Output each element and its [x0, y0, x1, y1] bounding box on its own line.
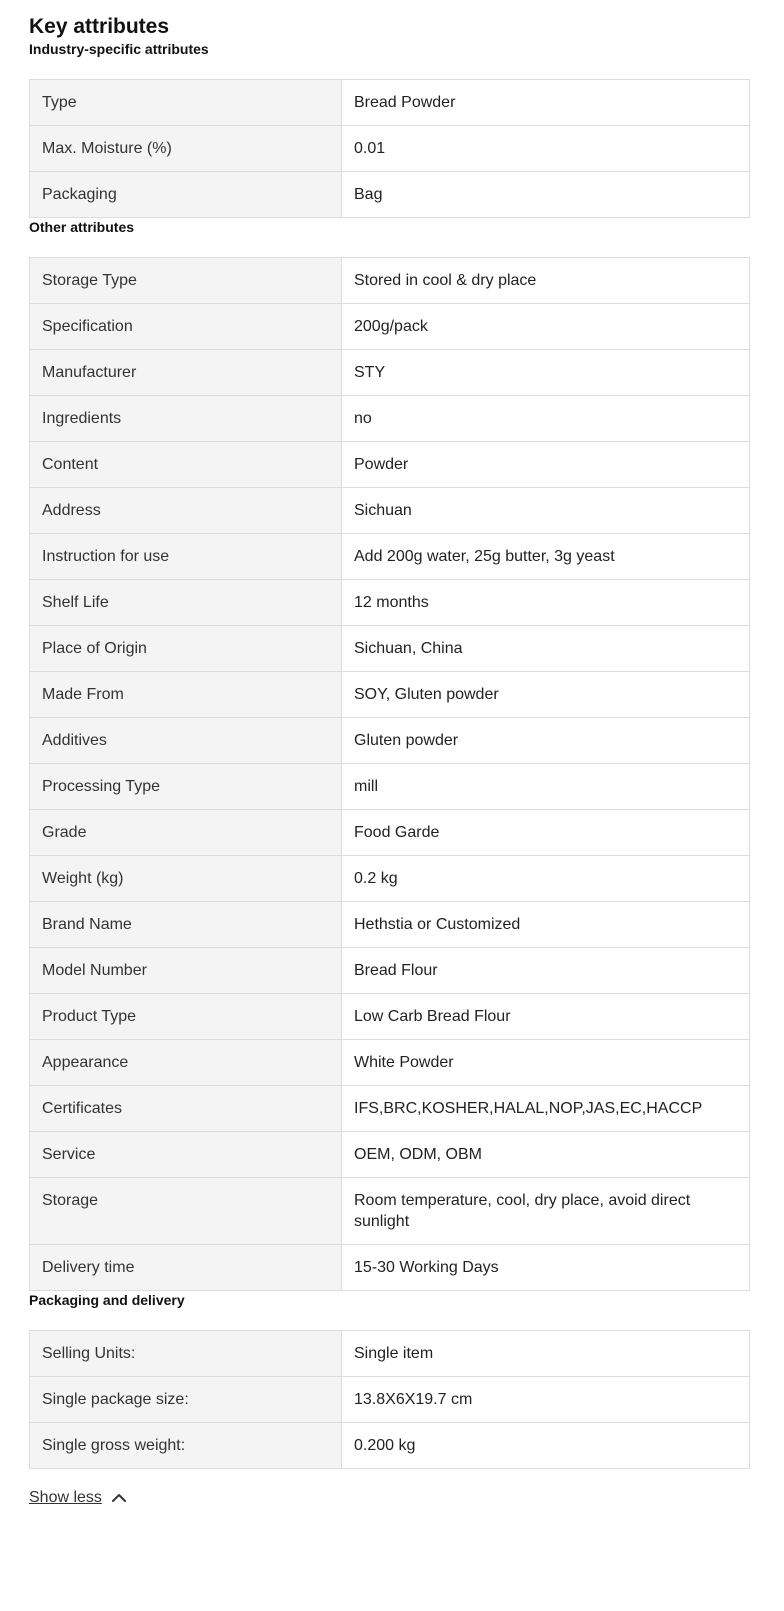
attribute-name: Service: [30, 1132, 342, 1178]
attribute-value: Bread Powder: [342, 80, 750, 126]
attribute-value: Gluten powder: [342, 718, 750, 764]
table-row: [30, 626, 750, 672]
table-row: [30, 396, 750, 442]
other-attributes-table: [29, 257, 750, 1291]
attribute-value: IFS,BRC,KOSHER,HALAL,NOP,JAS,EC,HACCP: [342, 1086, 750, 1132]
attribute-name: Brand Name: [30, 902, 342, 948]
table-row: [30, 1245, 750, 1291]
attribute-value: Low Carb Bread Flour: [342, 994, 750, 1040]
table-row: [30, 172, 750, 218]
table-row: [30, 80, 750, 126]
table-row: [30, 304, 750, 350]
attribute-name: Single package size:: [30, 1377, 342, 1423]
table-row: [30, 764, 750, 810]
attribute-name: Made From: [30, 672, 342, 718]
attribute-value: 0.200 kg: [342, 1423, 750, 1469]
attribute-name: Address: [30, 488, 342, 534]
attribute-name: Type: [30, 80, 342, 126]
attribute-value: Stored in cool & dry place: [342, 258, 750, 304]
table-row: [30, 672, 750, 718]
attribute-value: Powder: [342, 442, 750, 488]
table-row: [30, 994, 750, 1040]
attribute-value: Sichuan: [342, 488, 750, 534]
attribute-value: 0.01: [342, 126, 750, 172]
attribute-value: Sichuan, China: [342, 626, 750, 672]
table-row: [30, 1331, 750, 1377]
attribute-name: Shelf Life: [30, 580, 342, 626]
table-row: [30, 488, 750, 534]
chevron-up-icon: [112, 1493, 126, 1503]
table-row: [30, 1132, 750, 1178]
attribute-name: Manufacturer: [30, 350, 342, 396]
table-row: [30, 1040, 750, 1086]
table-row: [30, 350, 750, 396]
industry-attributes-heading: Industry-specific attributes: [29, 41, 209, 57]
attribute-value: Hethstia or Customized: [342, 902, 750, 948]
attribute-name: Appearance: [30, 1040, 342, 1086]
table-row: [30, 580, 750, 626]
attribute-name: Place of Origin: [30, 626, 342, 672]
show-less-button[interactable]: [29, 1489, 755, 1507]
packaging-delivery-heading: Packaging and delivery: [29, 1292, 185, 1308]
attribute-name: Additives: [30, 718, 342, 764]
attribute-value: Bag: [342, 172, 750, 218]
attribute-value: Single item: [342, 1331, 750, 1377]
table-row: [30, 534, 750, 580]
table-row: [30, 258, 750, 304]
table-row: [30, 1086, 750, 1132]
table-row: [30, 718, 750, 764]
attribute-name: Selling Units:: [30, 1331, 342, 1377]
attribute-name: Storage: [30, 1178, 342, 1245]
attribute-name: Weight (kg): [30, 856, 342, 902]
attribute-value: SOY, Gluten powder: [342, 672, 750, 718]
other-attributes-heading: Other attributes: [29, 219, 135, 235]
attribute-value: no: [342, 396, 750, 442]
attribute-name: Packaging: [30, 172, 342, 218]
table-row: [30, 1423, 750, 1469]
attribute-value: 15-30 Working Days: [342, 1245, 750, 1291]
attribute-name: Specification: [30, 304, 342, 350]
attribute-value: White Powder: [342, 1040, 750, 1086]
attribute-name: Instruction for use: [30, 534, 342, 580]
attribute-value: STY: [342, 350, 750, 396]
attribute-name: Single gross weight:: [30, 1423, 342, 1469]
attribute-value: Add 200g water, 25g butter, 3g yeast: [342, 534, 750, 580]
page-title: Key attributes: [29, 15, 170, 38]
table-row: [30, 1178, 750, 1245]
table-row: [30, 442, 750, 488]
table-row: [30, 948, 750, 994]
attribute-name: Grade: [30, 810, 342, 856]
table-row: [30, 902, 750, 948]
attribute-name: Certificates: [30, 1086, 342, 1132]
attribute-value: 12 months: [342, 580, 750, 626]
attribute-name: Ingredients: [30, 396, 342, 442]
table-row: [30, 856, 750, 902]
attribute-value: Room temperature, cool, dry place, avoid direct sunlight: [342, 1178, 750, 1245]
attribute-name: Delivery time: [30, 1245, 342, 1291]
attribute-value: Food Garde: [342, 810, 750, 856]
attribute-value: 0.2 kg: [342, 856, 750, 902]
attribute-value: 200g/pack: [342, 304, 750, 350]
attribute-value: 13.8X6X19.7 cm: [342, 1377, 750, 1423]
attribute-name: Processing Type: [30, 764, 342, 810]
table-row: [30, 1377, 750, 1423]
attribute-value: OEM, ODM, OBM: [342, 1132, 750, 1178]
table-row: [30, 810, 750, 856]
attribute-name: Product Type: [30, 994, 342, 1040]
attribute-value: Bread Flour: [342, 948, 750, 994]
packaging-delivery-table: [29, 1330, 750, 1469]
attribute-name: Storage Type: [30, 258, 342, 304]
table-row: [30, 126, 750, 172]
attribute-name: Max. Moisture (%): [30, 126, 342, 172]
industry-attributes-table: [29, 79, 750, 218]
show-less-label: Show less: [29, 1489, 102, 1506]
attribute-name: Content: [30, 442, 342, 488]
attribute-name: Model Number: [30, 948, 342, 994]
attribute-value: mill: [342, 764, 750, 810]
